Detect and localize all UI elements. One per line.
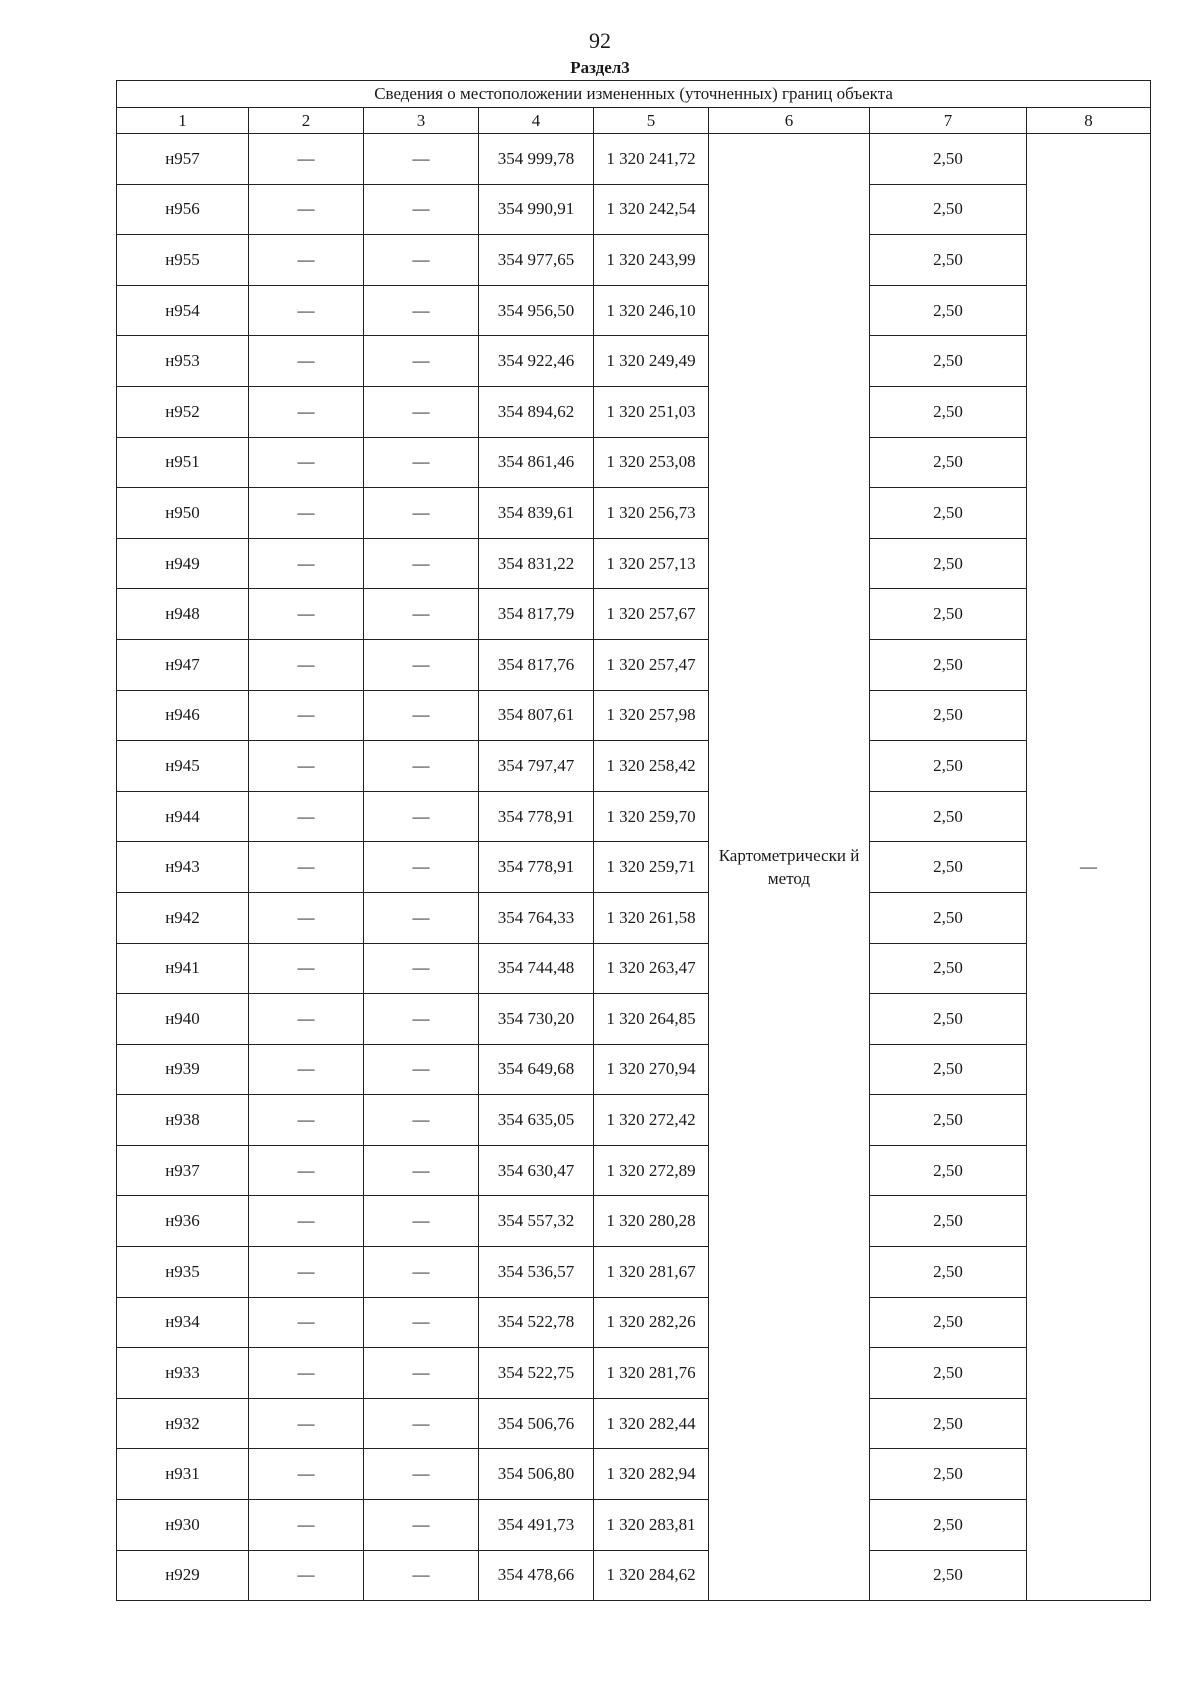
- col3-dash-cell: —: [364, 741, 479, 792]
- col3-dash-cell: —: [364, 1449, 479, 1500]
- accuracy-cell: 2,50: [870, 285, 1027, 336]
- y-coordinate-cell: 1 320 259,70: [594, 791, 709, 842]
- table-row: [117, 285, 1151, 336]
- accuracy-cell: 2,50: [870, 538, 1027, 589]
- y-coordinate-cell: 1 320 256,73: [594, 488, 709, 539]
- col3-dash-cell: —: [364, 1550, 479, 1601]
- x-coordinate-cell: 354 522,78: [479, 1297, 594, 1348]
- col3-dash-cell: —: [364, 1145, 479, 1196]
- point-name-cell: н943: [117, 842, 249, 893]
- point-name-cell: н955: [117, 235, 249, 286]
- accuracy-cell: 2,50: [870, 386, 1027, 437]
- col3-dash-cell: —: [364, 386, 479, 437]
- col3-dash-cell: —: [364, 437, 479, 488]
- table-row: [117, 639, 1151, 690]
- x-coordinate-cell: 354 778,91: [479, 791, 594, 842]
- accuracy-cell: 2,50: [870, 791, 1027, 842]
- point-name-cell: н954: [117, 285, 249, 336]
- y-coordinate-cell: 1 320 283,81: [594, 1500, 709, 1551]
- point-name-cell: н937: [117, 1145, 249, 1196]
- point-name-cell: н941: [117, 943, 249, 994]
- col3-dash-cell: —: [364, 336, 479, 387]
- col2-dash-cell: —: [249, 1500, 364, 1551]
- accuracy-cell: 2,50: [870, 184, 1027, 235]
- col2-dash-cell: —: [249, 336, 364, 387]
- y-coordinate-cell: 1 320 261,58: [594, 892, 709, 943]
- point-name-cell: н956: [117, 184, 249, 235]
- col2-dash-cell: —: [249, 589, 364, 640]
- x-coordinate-cell: 354 778,91: [479, 842, 594, 893]
- accuracy-cell: 2,50: [870, 1044, 1027, 1095]
- point-name-cell: н950: [117, 488, 249, 539]
- accuracy-cell: 2,50: [870, 639, 1027, 690]
- accuracy-cell: 2,50: [870, 741, 1027, 792]
- accuracy-cell: 2,50: [870, 1095, 1027, 1146]
- accuracy-cell: 2,50: [870, 892, 1027, 943]
- col2-dash-cell: —: [249, 741, 364, 792]
- table-row: [117, 1348, 1151, 1399]
- col2-dash-cell: —: [249, 1247, 364, 1298]
- y-coordinate-cell: 1 320 258,42: [594, 741, 709, 792]
- col3-dash-cell: —: [364, 1044, 479, 1095]
- y-coordinate-cell: 1 320 264,85: [594, 994, 709, 1045]
- col2-dash-cell: —: [249, 1449, 364, 1500]
- accuracy-cell: 2,50: [870, 336, 1027, 387]
- x-coordinate-cell: 354 797,47: [479, 741, 594, 792]
- col2-dash-cell: —: [249, 235, 364, 286]
- x-coordinate-cell: 354 839,61: [479, 488, 594, 539]
- col2-dash-cell: —: [249, 842, 364, 893]
- accuracy-cell: 2,50: [870, 1449, 1027, 1500]
- col2-dash-cell: —: [249, 437, 364, 488]
- point-name-cell: н953: [117, 336, 249, 387]
- y-coordinate-cell: 1 320 251,03: [594, 386, 709, 437]
- x-coordinate-cell: 354 506,76: [479, 1398, 594, 1449]
- table-row: [117, 589, 1151, 640]
- table-body: [117, 134, 1151, 1601]
- x-coordinate-cell: 354 807,61: [479, 690, 594, 741]
- col2-dash-cell: —: [249, 386, 364, 437]
- y-coordinate-cell: 1 320 270,94: [594, 1044, 709, 1095]
- col3-dash-cell: —: [364, 791, 479, 842]
- y-coordinate-cell: 1 320 257,67: [594, 589, 709, 640]
- x-coordinate-cell: 354 990,91: [479, 184, 594, 235]
- x-coordinate-cell: 354 817,79: [479, 589, 594, 640]
- table-row: [117, 437, 1151, 488]
- point-name-cell: н929: [117, 1550, 249, 1601]
- table-row: [117, 184, 1151, 235]
- y-coordinate-cell: 1 320 246,10: [594, 285, 709, 336]
- col2-dash-cell: —: [249, 690, 364, 741]
- x-coordinate-cell: 354 630,47: [479, 1145, 594, 1196]
- x-coordinate-cell: 354 956,50: [479, 285, 594, 336]
- table-row: [117, 1044, 1151, 1095]
- column-header-6: 6: [709, 108, 870, 134]
- y-coordinate-cell: 1 320 243,99: [594, 235, 709, 286]
- point-name-cell: н945: [117, 741, 249, 792]
- table-row: [117, 1196, 1151, 1247]
- table-row: [117, 488, 1151, 539]
- col2-dash-cell: —: [249, 994, 364, 1045]
- y-coordinate-cell: 1 320 282,26: [594, 1297, 709, 1348]
- x-coordinate-cell: 354 635,05: [479, 1095, 594, 1146]
- column-header-4: 4: [479, 108, 594, 134]
- point-name-cell: н935: [117, 1247, 249, 1298]
- x-coordinate-cell: 354 557,32: [479, 1196, 594, 1247]
- table-row: [117, 538, 1151, 589]
- y-coordinate-cell: 1 320 272,89: [594, 1145, 709, 1196]
- column-header-2: 2: [249, 108, 364, 134]
- point-name-cell: н933: [117, 1348, 249, 1399]
- col3-dash-cell: —: [364, 285, 479, 336]
- col3-dash-cell: —: [364, 589, 479, 640]
- point-name-cell: н932: [117, 1398, 249, 1449]
- col2-dash-cell: —: [249, 1145, 364, 1196]
- y-coordinate-cell: 1 320 257,98: [594, 690, 709, 741]
- point-name-cell: н931: [117, 1449, 249, 1500]
- col3-dash-cell: —: [364, 184, 479, 235]
- col3-dash-cell: —: [364, 1247, 479, 1298]
- column-header-3: 3: [364, 108, 479, 134]
- page-number: 92: [589, 28, 611, 53]
- accuracy-cell: 2,50: [870, 943, 1027, 994]
- table-row: [117, 690, 1151, 741]
- y-coordinate-cell: 1 320 281,67: [594, 1247, 709, 1298]
- x-coordinate-cell: 354 491,73: [479, 1500, 594, 1551]
- table-row: [117, 1500, 1151, 1551]
- coordinates-table: [116, 80, 1151, 1601]
- col3-dash-cell: —: [364, 1297, 479, 1348]
- accuracy-cell: 2,50: [870, 842, 1027, 893]
- point-name-cell: н942: [117, 892, 249, 943]
- y-coordinate-cell: 1 320 257,13: [594, 538, 709, 589]
- col2-dash-cell: —: [249, 1297, 364, 1348]
- point-name-cell: н952: [117, 386, 249, 437]
- x-coordinate-cell: 354 922,46: [479, 336, 594, 387]
- y-coordinate-cell: 1 320 280,28: [594, 1196, 709, 1247]
- y-coordinate-cell: 1 320 263,47: [594, 943, 709, 994]
- x-coordinate-cell: 354 730,20: [479, 994, 594, 1045]
- y-coordinate-cell: 1 320 242,54: [594, 184, 709, 235]
- accuracy-cell: 2,50: [870, 994, 1027, 1045]
- col3-dash-cell: —: [364, 943, 479, 994]
- col3-dash-cell: —: [364, 690, 479, 741]
- x-coordinate-cell: 354 894,62: [479, 386, 594, 437]
- point-name-cell: н949: [117, 538, 249, 589]
- accuracy-cell: 2,50: [870, 437, 1027, 488]
- y-coordinate-cell: 1 320 282,94: [594, 1449, 709, 1500]
- col3-dash-cell: —: [364, 538, 479, 589]
- accuracy-cell: 2,50: [870, 1196, 1027, 1247]
- col2-dash-cell: —: [249, 1398, 364, 1449]
- point-name-cell: н951: [117, 437, 249, 488]
- col2-dash-cell: —: [249, 184, 364, 235]
- table-row: [117, 842, 1151, 893]
- x-coordinate-cell: 354 831,22: [479, 538, 594, 589]
- y-coordinate-cell: 1 320 259,71: [594, 842, 709, 893]
- table-row: [117, 235, 1151, 286]
- point-name-cell: н939: [117, 1044, 249, 1095]
- col2-dash-cell: —: [249, 134, 364, 185]
- accuracy-cell: 2,50: [870, 690, 1027, 741]
- col3-dash-cell: —: [364, 639, 479, 690]
- y-coordinate-cell: 1 320 284,62: [594, 1550, 709, 1601]
- accuracy-cell: 2,50: [870, 235, 1027, 286]
- col2-dash-cell: —: [249, 943, 364, 994]
- section-title: Раздел3: [570, 58, 630, 77]
- table-row: [117, 943, 1151, 994]
- table-row: [117, 386, 1151, 437]
- col2-dash-cell: —: [249, 639, 364, 690]
- column-header-5: 5: [594, 108, 709, 134]
- table-row: [117, 1550, 1151, 1601]
- point-name-cell: н938: [117, 1095, 249, 1146]
- point-name-cell: н934: [117, 1297, 249, 1348]
- accuracy-cell: 2,50: [870, 589, 1027, 640]
- point-name-cell: н947: [117, 639, 249, 690]
- table-row: [117, 134, 1151, 185]
- y-coordinate-cell: 1 320 272,42: [594, 1095, 709, 1146]
- table-row: [117, 1297, 1151, 1348]
- col2-dash-cell: —: [249, 1348, 364, 1399]
- x-coordinate-cell: 354 506,80: [479, 1449, 594, 1500]
- col2-dash-cell: —: [249, 1196, 364, 1247]
- x-coordinate-cell: 354 478,66: [479, 1550, 594, 1601]
- x-coordinate-cell: 354 522,75: [479, 1348, 594, 1399]
- point-name-cell: н944: [117, 791, 249, 842]
- y-coordinate-cell: 1 320 253,08: [594, 437, 709, 488]
- table-row: [117, 1095, 1151, 1146]
- accuracy-cell: 2,50: [870, 1297, 1027, 1348]
- column-numbers-row: [117, 108, 1151, 134]
- col3-dash-cell: —: [364, 1348, 479, 1399]
- accuracy-cell: 2,50: [870, 488, 1027, 539]
- column-header-8: 8: [1027, 108, 1151, 134]
- col3-dash-cell: —: [364, 994, 479, 1045]
- method-cell: Картометрически й метод: [709, 134, 870, 1601]
- col2-dash-cell: —: [249, 538, 364, 589]
- table-row: [117, 1145, 1151, 1196]
- col2-dash-cell: —: [249, 892, 364, 943]
- accuracy-cell: 2,50: [870, 134, 1027, 185]
- col2-dash-cell: —: [249, 1044, 364, 1095]
- col3-dash-cell: —: [364, 1095, 479, 1146]
- table-row: [117, 892, 1151, 943]
- x-coordinate-cell: 354 744,48: [479, 943, 594, 994]
- accuracy-cell: 2,50: [870, 1145, 1027, 1196]
- col8-cell: —: [1027, 134, 1151, 1601]
- accuracy-cell: 2,50: [870, 1500, 1027, 1551]
- y-coordinate-cell: 1 320 257,47: [594, 639, 709, 690]
- col2-dash-cell: —: [249, 1550, 364, 1601]
- col2-dash-cell: —: [249, 488, 364, 539]
- table-caption: Сведения о местоположении измененных (уточненных) границ объекта: [117, 81, 1151, 108]
- point-name-cell: н948: [117, 589, 249, 640]
- point-name-cell: н946: [117, 690, 249, 741]
- y-coordinate-cell: 1 320 249,49: [594, 336, 709, 387]
- x-coordinate-cell: 354 649,68: [479, 1044, 594, 1095]
- y-coordinate-cell: 1 320 281,76: [594, 1348, 709, 1399]
- x-coordinate-cell: 354 861,46: [479, 437, 594, 488]
- x-coordinate-cell: 354 536,57: [479, 1247, 594, 1298]
- table-row: [117, 741, 1151, 792]
- x-coordinate-cell: 354 764,33: [479, 892, 594, 943]
- table-row: [117, 1398, 1151, 1449]
- col3-dash-cell: —: [364, 488, 479, 539]
- col3-dash-cell: —: [364, 1398, 479, 1449]
- col3-dash-cell: —: [364, 235, 479, 286]
- accuracy-cell: 2,50: [870, 1247, 1027, 1298]
- col2-dash-cell: —: [249, 791, 364, 842]
- col3-dash-cell: —: [364, 1500, 479, 1551]
- y-coordinate-cell: 1 320 241,72: [594, 134, 709, 185]
- x-coordinate-cell: 354 977,65: [479, 235, 594, 286]
- point-name-cell: н930: [117, 1500, 249, 1551]
- col3-dash-cell: —: [364, 892, 479, 943]
- table-row: [117, 336, 1151, 387]
- accuracy-cell: 2,50: [870, 1398, 1027, 1449]
- col3-dash-cell: —: [364, 1196, 479, 1247]
- accuracy-cell: 2,50: [870, 1550, 1027, 1601]
- table-row: [117, 1449, 1151, 1500]
- table-row: [117, 994, 1151, 1045]
- accuracy-cell: 2,50: [870, 1348, 1027, 1399]
- col3-dash-cell: —: [364, 134, 479, 185]
- point-name-cell: н936: [117, 1196, 249, 1247]
- column-header-1: 1: [117, 108, 249, 134]
- x-coordinate-cell: 354 999,78: [479, 134, 594, 185]
- col3-dash-cell: —: [364, 842, 479, 893]
- y-coordinate-cell: 1 320 282,44: [594, 1398, 709, 1449]
- col2-dash-cell: —: [249, 1095, 364, 1146]
- table-row: [117, 1247, 1151, 1298]
- column-header-7: 7: [870, 108, 1027, 134]
- x-coordinate-cell: 354 817,76: [479, 639, 594, 690]
- point-name-cell: н940: [117, 994, 249, 1045]
- point-name-cell: н957: [117, 134, 249, 185]
- table-row: [117, 791, 1151, 842]
- col2-dash-cell: —: [249, 285, 364, 336]
